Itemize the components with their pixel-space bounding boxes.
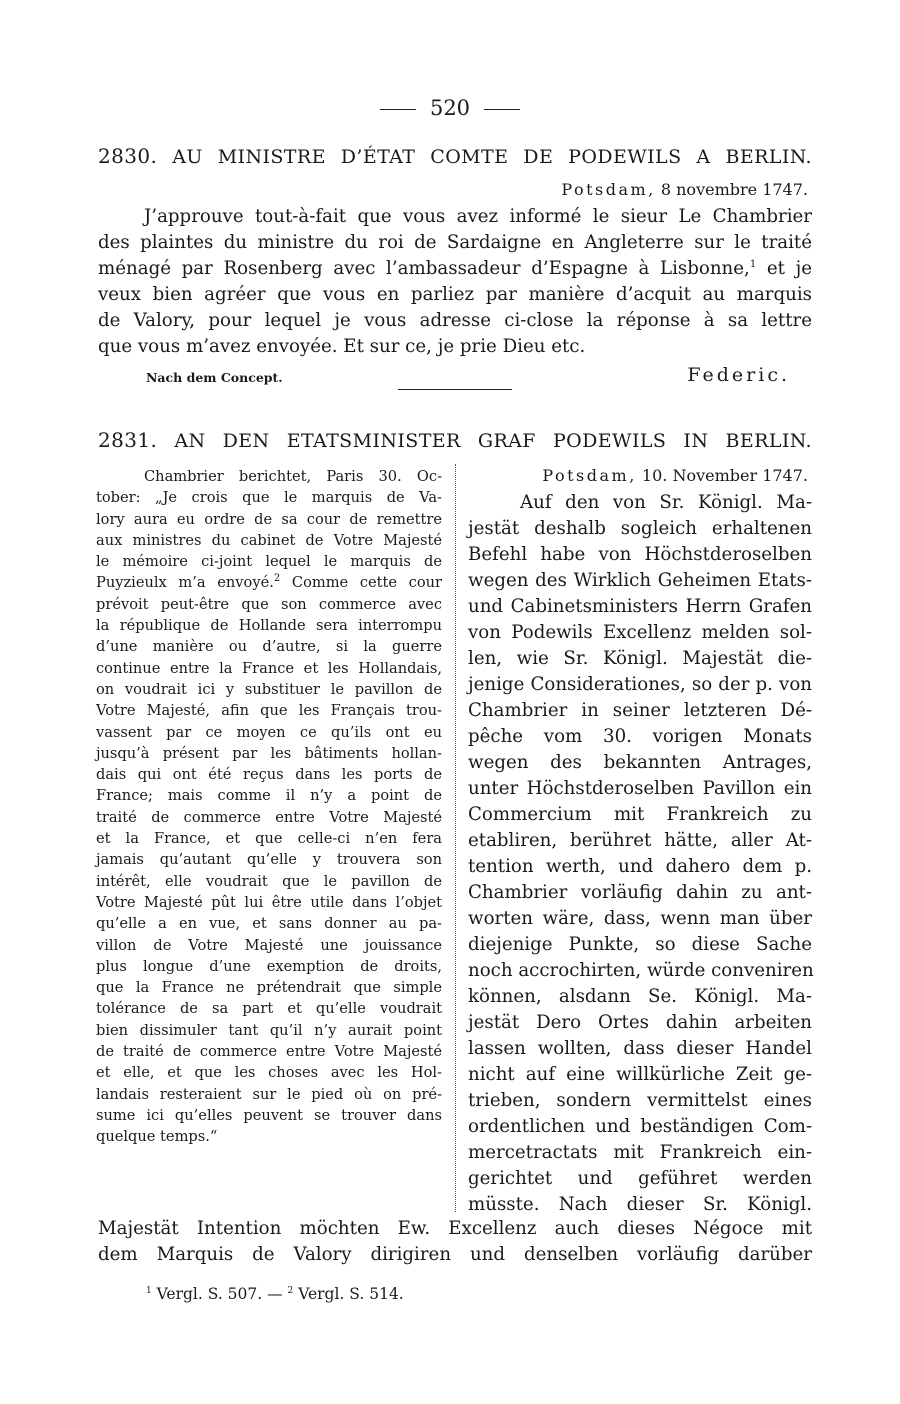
letter-2830-title — [98, 144, 812, 169]
summary-line: tolérance de sa part et qu’elle voudrait — [96, 1000, 442, 1018]
header-dash-right — [484, 109, 520, 110]
reply-line: jestät deshalb sogleich erhaltenen — [468, 518, 812, 539]
body-line: Majestät Intention möchten Ew. Excellenz auch dieses Négoce mit — [98, 1218, 812, 1239]
source-note: Nach dem Concept. — [146, 370, 283, 385]
summary-line: qu’elle a en vue, et sans donner au pa- — [96, 915, 442, 933]
summary-line: plus longue d’une exemption de droits, — [96, 957, 442, 975]
summary-line: intérêt, elle voudrait que le pavillon de — [96, 872, 442, 890]
summary-line: traité de commerce entre Votre Majesté — [96, 808, 442, 826]
reply-line: müsste. Nach dieser Sr. Königl. — [468, 1194, 812, 1215]
reply-line: lassen wollten, dass dieser Handel — [468, 1038, 812, 1059]
summary-line: Puyzieulx m’a envoyé.$^2$ Comme cette cour — [96, 573, 443, 592]
footnote-text: Vergl. S. 507. — — [151, 1285, 288, 1303]
reply-line: diejenige Punkte, so diese Sache — [468, 934, 812, 955]
summary-line: Votre Majesté pût lui être utile dans l’objet — [96, 893, 442, 911]
body-line: veux bien agréer que vous en parliez par manière d’acquit au marquis — [98, 284, 812, 305]
reply-line: gerichtet und geführet werden — [468, 1168, 812, 1189]
reply-line: wegen des Wirklich Geheimen Etats- — [468, 570, 812, 591]
reply-line: worten wäre, dass, wenn man über — [468, 908, 812, 929]
summary-line: jamais qu’autant qu’elle y trouvera son — [96, 851, 442, 869]
summary-line: on voudrait ici y substituer le pavillon de — [96, 680, 442, 698]
summary-line: jusqu’à présent par les bâtiments hollan- — [96, 744, 442, 762]
page-header — [0, 96, 900, 120]
body-line: que vous m’avez envoyée. Et sur ce, je prie Dieu etc. — [98, 336, 586, 357]
letter-2831-date: 10. November 1747. — [641, 466, 808, 485]
summary-line: prévoit peut-être que son commerce avec — [96, 595, 442, 613]
reply-line: pêche vom 30. vorigen Monats — [468, 726, 812, 747]
summary-line: dais qui ont été reçus dans les ports de — [96, 766, 442, 784]
reply-line: etabliren, berühret hätte, aller At- — [468, 830, 812, 851]
body-line: dem Marquis de Valory dirigiren und denselben vorläufig darüber — [98, 1244, 812, 1265]
summary-line: continue entre la France et les Hollandais, — [96, 659, 442, 677]
body-line: des plaintes du ministre du roi de Sardaigne en Angleterre sur le traité — [98, 232, 812, 253]
reply-line: Chambrier vorläufig dahin zu ant- — [468, 882, 812, 903]
body-line: de Valory, pour lequel je vous adresse ci-close la réponse à sa lettre — [98, 310, 812, 331]
body-line: ménagé par Rosenberg avec l’ambassadeur d’Espagne à Lisbonne,$^1$ et je — [98, 258, 813, 279]
summary-line: France; mais comme il n’y a point de — [96, 787, 442, 805]
signature: Federic. — [687, 364, 790, 386]
reply-line: Auf den von Sr. Königl. Ma- — [520, 492, 812, 513]
body-line: J’approuve tout-à-fait que vous avez informé le sieur Le Chambrier — [144, 206, 812, 227]
summary-line: tober: „Je crois que le marquis de Va- — [96, 489, 442, 507]
summary-line: de traité de commerce entre Votre Majesté — [96, 1043, 442, 1061]
column-divider — [455, 464, 456, 1212]
reply-line: trieben, sondern vermittelst eines — [468, 1090, 812, 1111]
reply-line: noch accrochirten, würde conveniren — [468, 960, 814, 981]
summary-line: vassent par ce moyen ce qu’ils ont eu — [96, 723, 442, 741]
summary-line: quelque temps.“ — [96, 1128, 218, 1146]
summary-line: landais resteraient sur le pied où on pré- — [96, 1085, 442, 1103]
letter-2830-heading: AU MINISTRE D’ÉTAT COMTE DE PODEWILS A BERLIN. — [172, 146, 812, 168]
summary-line: lory aura eu ordre de sa cour de remettre — [96, 510, 442, 528]
footnotes — [146, 1284, 404, 1304]
summary-line: que la France ne prétendrait que simple — [96, 979, 442, 997]
summary-line: d’une manière ou d’autre, si la guerre — [96, 638, 442, 656]
letter-2831-heading: AN DEN ETATSMINISTER GRAF PODEWILS IN BERLIN. — [174, 430, 812, 452]
letter-2831-dateline — [542, 466, 808, 486]
summary-line: sume ici qu’elles peuvent se trouver dans — [96, 1106, 442, 1124]
page-number: 520 — [429, 96, 471, 120]
summary-line: villon de Votre Majesté une jouissance — [96, 936, 442, 954]
summary-line: Votre Majesté, afin que les Français trou- — [96, 702, 442, 720]
reply-line: mercetractats mit Frankreich ein- — [468, 1142, 812, 1163]
reply-line: nicht auf eine willkürliche Zeit ge- — [468, 1064, 812, 1085]
reply-line: können, alsdann Se. Königl. Ma- — [468, 986, 812, 1007]
reply-line: Commercium mit Frankreich zu — [468, 804, 812, 825]
footnote-marker: 1 — [146, 1285, 152, 1296]
footnote-marker: 2 — [287, 1285, 294, 1296]
reply-line: ordentlichen und beständigen Com- — [468, 1116, 812, 1137]
header-dash-left — [380, 109, 416, 110]
letter-2830-date: 8 novembre 1747. — [660, 180, 808, 199]
summary-line: et la France, et que celle-ci n’en fera — [96, 830, 442, 848]
reply-line: len, wie Sr. Königl. Majestät die- — [468, 648, 812, 669]
reply-line: unter Höchstderoselben Pavillon ein — [468, 778, 812, 799]
reply-line: tention werth, und dahero dem p. — [468, 856, 812, 877]
letter-2831-continuation — [98, 1216, 812, 1268]
reply-line: jenige Considerationes, so der p. von — [468, 674, 812, 695]
reply-column — [468, 490, 812, 1218]
letter-2831-place: Potsdam, — [542, 466, 637, 485]
report-summary-column — [96, 466, 442, 1148]
letter-2830-dateline — [561, 180, 808, 200]
summary-line: aux ministres du cabinet de Votre Majesté — [96, 531, 442, 549]
letter-2830-body — [98, 204, 812, 360]
letter-2830-place: Potsdam, — [561, 180, 656, 199]
summary-line: le mémoire ci-joint lequel le marquis de — [96, 553, 442, 571]
reply-line: wegen des bekannten Antrages, — [468, 752, 812, 773]
reply-line: jestät Dero Ortes dahin arbeiten — [468, 1012, 812, 1033]
letter-2830-number: 2830. — [98, 144, 158, 168]
footnote-ref: 1 — [749, 258, 757, 270]
letter-2831-title — [98, 428, 812, 453]
reply-line: von Podewils Excellenz melden sol- — [468, 622, 812, 643]
summary-line: bien dissimuler tant qu’il n’y aurait point — [96, 1021, 442, 1039]
footnote-ref: 2 — [273, 573, 281, 585]
summary-line: Chambrier berichtet, Paris 30. Oc- — [144, 468, 442, 485]
summary-line: et elle, et que les choses avec les Hol- — [96, 1064, 442, 1082]
letter-2831-number: 2831. — [98, 428, 158, 452]
footnote-text: Vergl. S. 514. — [293, 1285, 404, 1303]
reply-line: und Cabinetsministers Herrn Grafen — [468, 596, 812, 617]
reply-line: Befehl habe von Höchstderoselben — [468, 544, 812, 565]
summary-line: la république de Hollande sera interrompu — [96, 617, 442, 635]
reply-line: Chambrier in seiner letzteren Dé- — [468, 700, 812, 721]
section-separator — [398, 389, 512, 390]
